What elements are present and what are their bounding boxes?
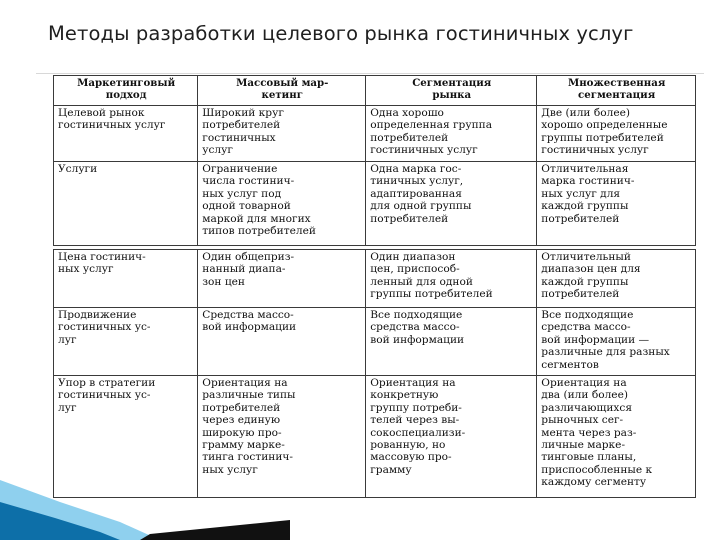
table-row <box>54 308 696 376</box>
table-cell: Ориентация на конкретную группу потреби- телей через вы- сокоспециализи- рованную, но массовую про- грамму <box>366 376 537 498</box>
table-cell: Все подходящие средства массо- вой информации <box>366 308 537 376</box>
table-row <box>54 250 696 308</box>
table-cell: Цена гостинич- ных услуг <box>54 250 198 308</box>
table-cell: Отличительная марка гостинич- ных услуг для каждой группы потребителей <box>537 162 696 246</box>
title-divider <box>36 73 704 74</box>
table-cell: Один общеприз- нанный диапа- зон цен <box>198 250 366 308</box>
comparison-table <box>53 75 696 498</box>
table-cell: Ориентация на различные типы потребителей через единую широкую про- грамму марке- тинга гостинич- ных услуг <box>198 376 366 498</box>
table-cell: Средства массо- вой информации <box>198 308 366 376</box>
slide-title: Методы разработки целевого рынка гостиничных услуг <box>48 22 634 45</box>
table-cell: Ограничение числа гостинич- ных услуг под одной товарной маркой для многих типов потребителей <box>198 162 366 246</box>
table-cell: Услуги <box>54 162 198 246</box>
table-cell: Одна хорошо определенная группа потребителей гостиничных услуг <box>366 106 537 162</box>
table-cell: Отличительный диапазон цен для каждой группы потребителей <box>537 250 696 308</box>
table-cell: Ориентация на два (или более) различающихся рыночных сег- мента через раз- личные марке- тинговые планы, приспособленные к каждому сегменту <box>537 376 696 498</box>
table-cell: Продвижение гостиничных ус- луг <box>54 308 198 376</box>
table-row <box>54 162 696 246</box>
header-cell: Массовый мар- кетинг <box>198 76 366 106</box>
table-cell: Две (или более) хорошо определенные группы потребителей гостиничных услуг <box>537 106 696 162</box>
table-cell: Все подходящие средства массо- вой информации — различные для разных сегментов <box>537 308 696 376</box>
header-cell: Маркетинговый подход <box>54 76 198 106</box>
table-cell: Упор в стратегии гостиничных ус- луг <box>54 376 198 498</box>
table-cell: Одна марка гос- тиничных услуг, адаптированная для одной группы потребителей <box>366 162 537 246</box>
table-cell: Широкий круг потребителей гостиничных услуг <box>198 106 366 162</box>
table-cell: Один диапазон цен, приспособ- ленный для одной группы потребителей <box>366 250 537 308</box>
table-header-row <box>54 76 696 106</box>
table-cell: Целевой рынок гостиничных услуг <box>54 106 198 162</box>
table-row <box>54 106 696 162</box>
header-cell: Сегментация рынка <box>366 76 537 106</box>
header-cell: Множественная сегментация <box>537 76 696 106</box>
deco-black-arrow <box>140 520 290 540</box>
corner-decoration <box>0 450 290 540</box>
comparison-table-container <box>53 75 696 498</box>
